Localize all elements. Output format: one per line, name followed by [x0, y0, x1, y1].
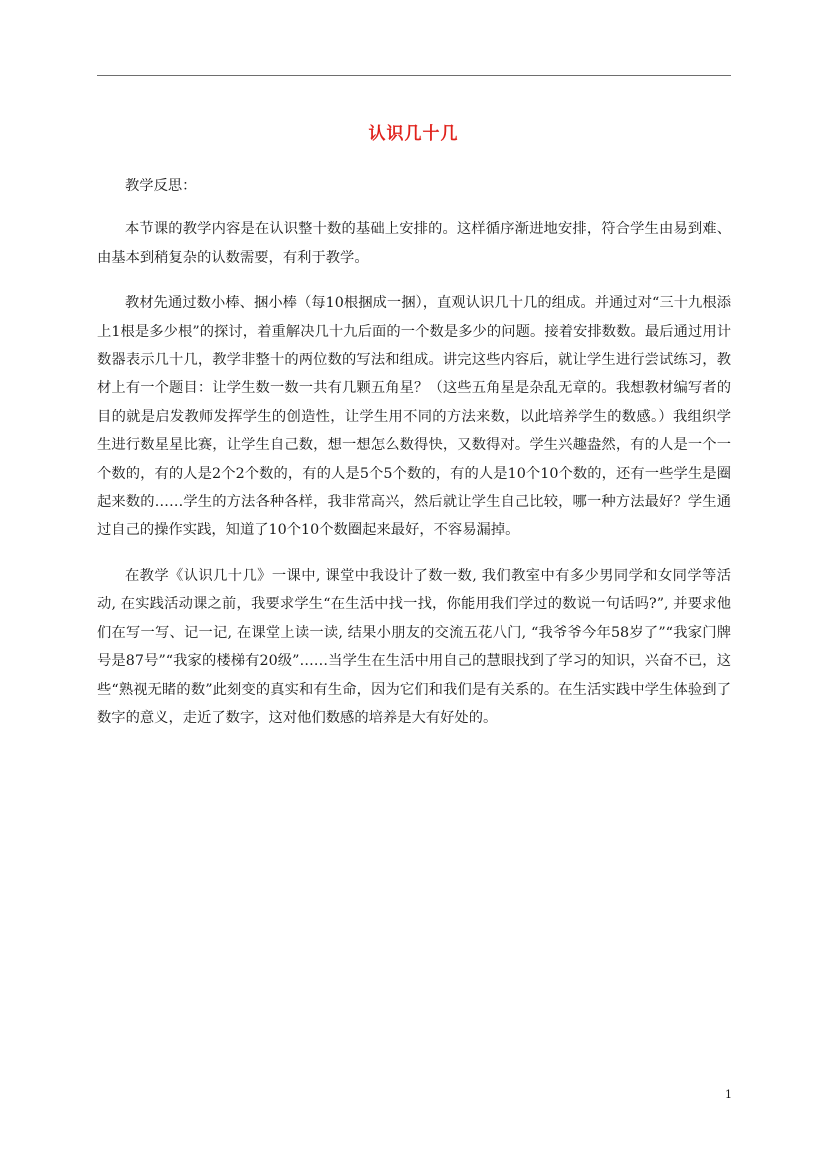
- section-label: 教学反思：: [125, 178, 197, 194]
- document-body: [97, 172, 731, 732]
- paragraph-1: 本节课的教学内容是在认识整十数的基础上安排的。这样循序渐进地安排，符合学生由易到难、由基本到稍复杂的认数需要，有利于教学。: [97, 221, 731, 266]
- header-rule: [97, 75, 731, 76]
- paragraph-3: 在教学《认识几十几》一课中, 课堂中我设计了数一数, 我们教室中有多少男同学和女同学等活动, 在实践活动课之前，我要求学生“在生活中找一找，你能用我们学过的数说一句话吗?”, 并要求他们在写一写、记一记, 在课堂上读一读, 结果小朋友的交流五花八门, “我爷爷今年58岁了”“我家门牌号是87号”“我家的楼梯有20级”……当学生在生活中用自己的慧眼找到了学习的知识，兴奋不已，这些“熟视无睹的数”此刻变的真实和有生命，因为它们和我们是有关系的。在生活实践中学生体验到了数字的意义，走近了数字，这对他们数感的培养是大有好处的。: [97, 567, 731, 726]
- document-title: 认识几十几: [368, 124, 459, 144]
- page-number: 1: [725, 1088, 732, 1101]
- paragraph-2: 教材先通过数小棒、捆小棒（每10根捆成一捆），直观认识几十几的组成。并通过对“三十九根添上1根是多少根”的探讨，着重解决几十九后面的一个数是多少的问题。接着安排数数。最后通过用计数器表示几十几，教学非整十的两位数的写法和组成。讲完这些内容后，就让学生进行尝试练习，教材上有一个题目：让学生数一数一共有几颗五角星？（这些五角星是杂乱无章的。我想教材编写者的目的就是启发教师发挥学生的创造性，让学生用不同的方法来数，以此培养学生的数感。）我组织学生进行数星星比赛，让学生自己数，想一想怎么数得快，又数得对。学生兴趣盎然，有的人是一个一个数的，有的人是2个2个数的，有的人是5个5个数的，有的人是10个10个数的，还有一些学生是圈起来数的……学生的方法各种各样，我非常高兴，然后就让学生自己比较，哪一种方法最好？学生通过自己的操作实践，知道了10个10个数圈起来最好，不容易漏掉。: [97, 295, 731, 539]
